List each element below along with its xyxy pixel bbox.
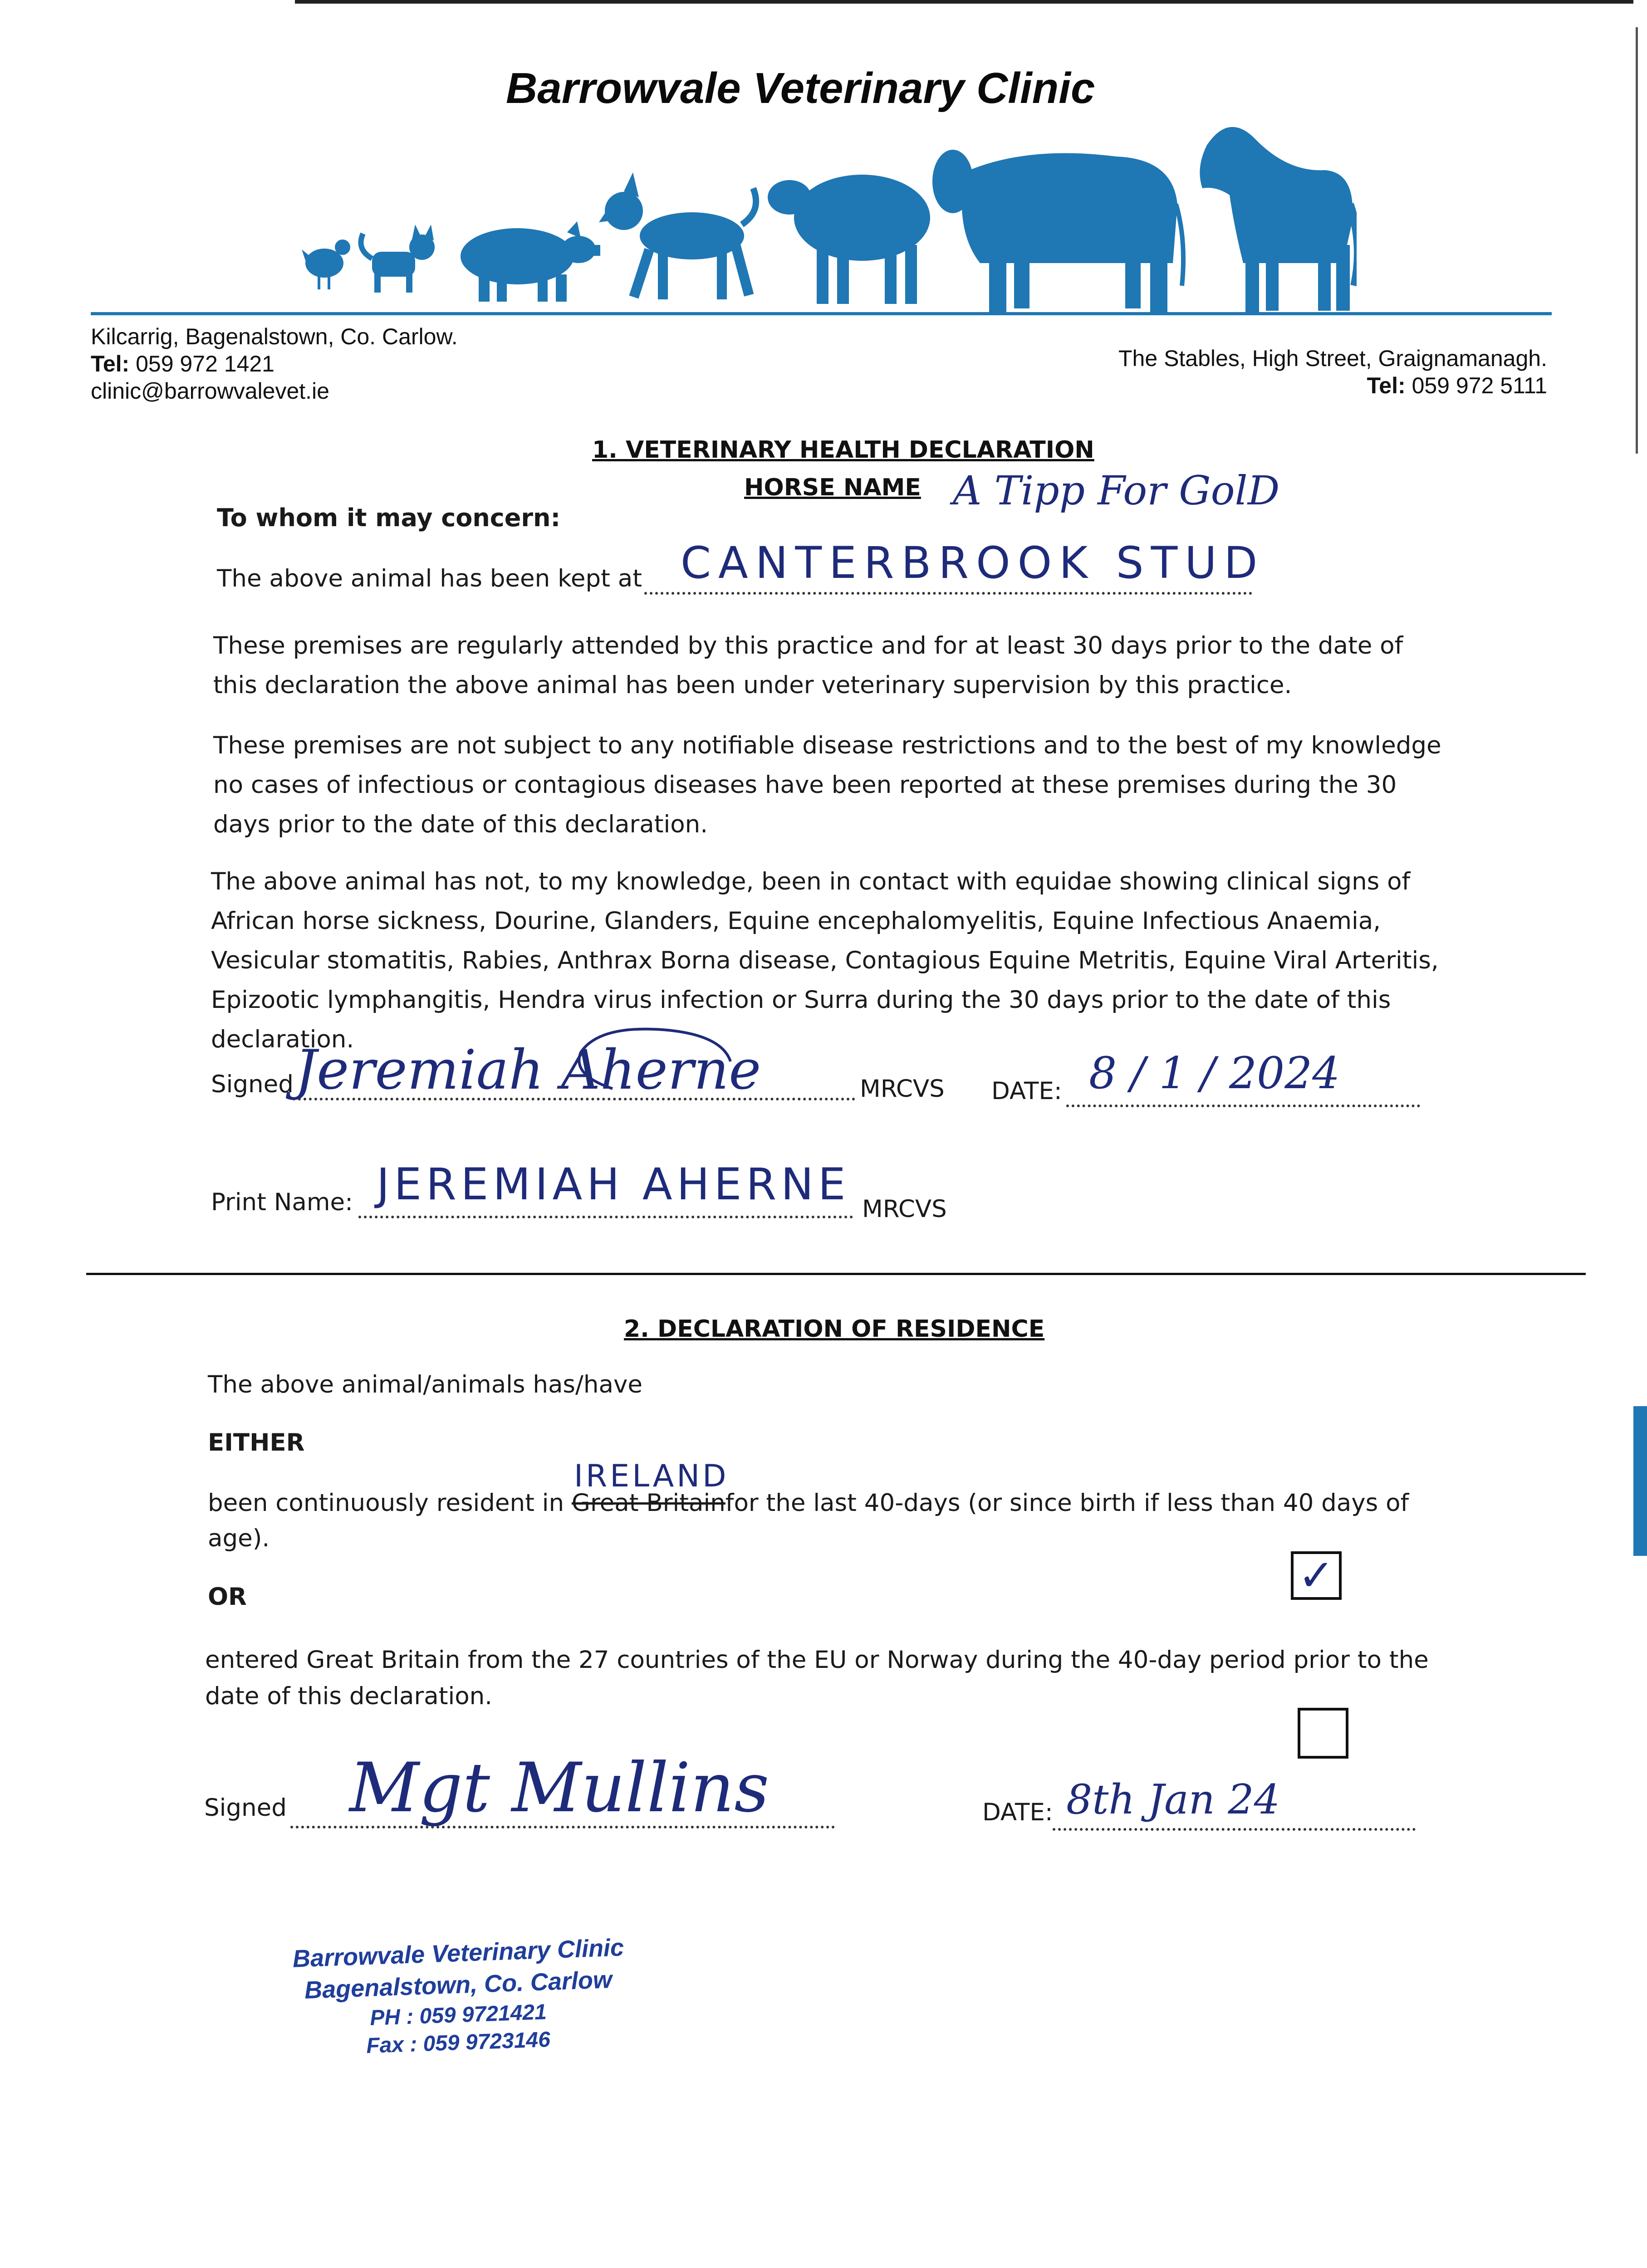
vet-signature: Jeremiah Aherne — [295, 1039, 761, 1102]
section1-signed-label: Signed — [211, 1070, 294, 1098]
section2-date-line — [1053, 1828, 1416, 1831]
scan-top-edge — [295, 0, 1633, 4]
section2-heading: 2. DECLARATION OF RESIDENCE — [624, 1315, 1045, 1343]
scan-blue-mark — [1633, 1406, 1647, 1556]
address-left-line: Kilcarrig, Bagenalstown, Co. Carlow. — [91, 324, 458, 349]
horse-name-value: A Tipp For GolD — [953, 467, 1280, 514]
entered-gb-statement: entered Great Britain from the 27 countries of the EU or Norway during the 40-day period prior to the date of this declaration. — [205, 1646, 1429, 1710]
print-name-mrcvs-label: MRCVS — [862, 1195, 947, 1223]
address-right-line: The Stables, High Street, Graignamanagh. — [1118, 346, 1547, 371]
tel-value: 059 972 5111 — [1412, 373, 1547, 398]
pig-icon — [461, 221, 600, 302]
header-rule — [91, 312, 1552, 315]
print-name-label: Print Name: — [211, 1188, 353, 1216]
signature-flourish-icon — [572, 1021, 735, 1102]
section2-date-label: DATE: — [982, 1799, 1053, 1826]
stamp-line-3: PH : 059 9721421 — [369, 2000, 547, 2030]
section1-heading: 1. VETERINARY HEALTH DECLARATION — [592, 436, 1094, 464]
section1-paragraph-1: These premises are regularly attended by this practice and for at least 30 days prior to the date of this declaration the above animal has been under veterinary supervision by this practice. — [213, 632, 1403, 699]
section1-mrcvs-label: MRCVS — [860, 1075, 945, 1103]
residence-correction: IRELAND — [574, 1458, 729, 1494]
print-name-line — [358, 1216, 853, 1218]
owner-signature: Mgt Mullins — [349, 1749, 770, 1828]
clinic-title: Barrowvale Veterinary Clinic — [506, 64, 1095, 112]
tel-label: Tel: — [1367, 373, 1406, 398]
kept-at-value: CANTERBROOK STUD — [681, 538, 1265, 588]
option1-checkbox[interactable] — [1291, 1551, 1342, 1600]
tel-value: 059 972 1421 — [136, 351, 274, 376]
either-label: EITHER — [208, 1429, 305, 1457]
animal-silhouettes-logo — [299, 113, 1357, 313]
option1-checkmark: ✓ — [1298, 1550, 1335, 1601]
kept-at-dotted-line — [644, 592, 1252, 595]
stamp-line-2: Bagenalstown, Co. Carlow — [304, 1966, 613, 2004]
residence-text-after: for the last 40-days (or since birth if less than 40 days of age). — [208, 1489, 1409, 1552]
salutation: To whom it may concern: — [217, 503, 561, 532]
section1-date-value: 8 / 1 / 2024 — [1089, 1048, 1340, 1099]
dog-icon — [599, 172, 756, 299]
horse-icon — [1200, 127, 1357, 313]
stamp-line-1: Barrowvale Veterinary Clinic — [292, 1934, 624, 1973]
or-label: OR — [208, 1583, 247, 1611]
horse-name-label: HORSE NAME — [744, 474, 921, 501]
residence-statement — [208, 1486, 1469, 1556]
address-right-tel — [1118, 372, 1547, 399]
address-left-tel — [91, 350, 458, 377]
clinic-stamp — [259, 1930, 658, 2075]
section1-date-line — [1066, 1105, 1420, 1107]
tel-label: Tel: — [91, 351, 130, 376]
address-right — [1118, 345, 1547, 399]
section1-date-label: DATE: — [991, 1077, 1062, 1105]
cat-icon — [361, 225, 435, 293]
section2-intro: The above animal/animals has/have — [208, 1371, 642, 1398]
print-name-value: JEREMIAH AHERNE — [377, 1159, 850, 1210]
scan-right-edge — [1636, 27, 1638, 454]
section1-paragraph-3: The above animal has not, to my knowledge, been in contact with equidae showing clinical signs of African horse sickness, Dourine, Glanders, Equine encephalomyelitis, Equine Infectious Anaemia, Vesicular stomatitis, Rabies, Anthrax Borna disease, Contagious Equine Metritis, Equine Viral Arteritis, Epizootic lymphangitis, Hendra virus infection or Surra during the 30 days prior to the date of this declaration. — [211, 868, 1439, 1053]
section-divider — [86, 1273, 1586, 1275]
kept-at-label: The above animal has been kept at — [217, 565, 642, 592]
cow-icon — [932, 150, 1183, 313]
address-left-email: clinic@barrowvalevet.ie — [91, 378, 329, 404]
option2-checkbox[interactable] — [1298, 1708, 1348, 1759]
struck-country: Great Britain — [571, 1489, 725, 1517]
section1-paragraph-2: These premises are not subject to any notifiable disease restrictions and to the best of my knowledge no cases of infectious or contagious diseases have been reported at these premises during the 30 days prior to the date of this declaration. — [213, 732, 1441, 838]
chicken-icon — [302, 240, 350, 289]
section2-date-value: 8th Jan 24 — [1066, 1776, 1280, 1823]
sheep-icon — [768, 175, 930, 304]
stamp-line-4: Fax : 059 9723146 — [366, 2027, 551, 2058]
section2-signed-label: Signed — [204, 1794, 287, 1822]
address-left — [91, 323, 458, 405]
residence-text-before: been continuously resident in — [208, 1489, 564, 1517]
